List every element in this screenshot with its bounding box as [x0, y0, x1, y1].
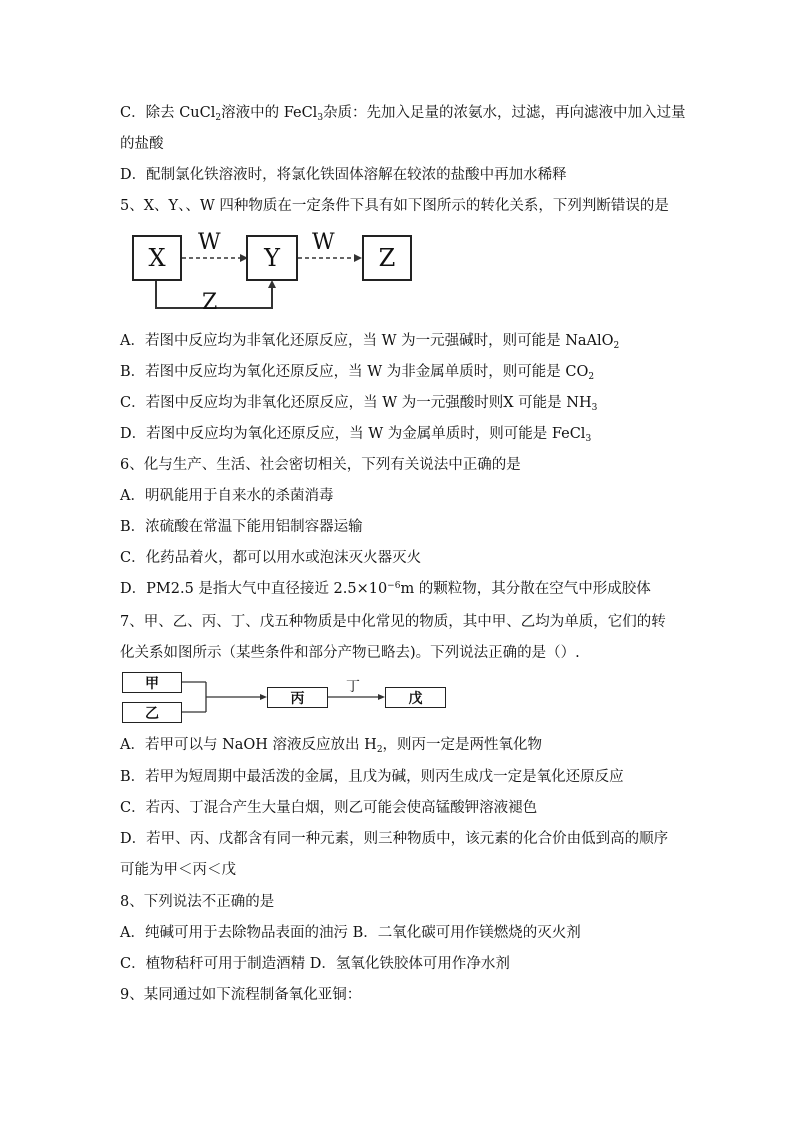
q6-choice-a: A．明矾能用于自来水的杀菌消毒: [120, 488, 334, 504]
diagram-q7: [120, 670, 460, 728]
diagram-q5: [120, 228, 420, 318]
q7-choice-d-line1: D．若甲、丙、戊都含有同一种元素，则三种物质中，该元素的化合价由低到高的顺序: [120, 831, 669, 847]
question-5-stem: 5、X、Y、、W 四种物质在一定条件下具有如下图所示的转化关系，下列判断错误的是: [120, 198, 669, 214]
question-6-stem: 6、化与生产、生活、社会密切相关，下列有关说法中正确的是: [120, 457, 521, 473]
question-8-stem: 8、下列说法不正确的是: [120, 894, 275, 910]
node-z: Z: [362, 235, 412, 281]
label-w-1: W: [198, 230, 221, 255]
q6-choice-b: B．浓硫酸在常温下能用铝制容器运输: [120, 519, 363, 535]
q7-choice-a: A．若甲可以与 NaOH 溶液反应放出 $H_2$，则丙一定是两性氧化物: [120, 737, 543, 755]
q5-choice-d: D．若图中反应均为氧化还原反应，当 W 为金属单质时，则可能是 FeCl$_3$: [120, 426, 592, 444]
node-wu: 戊: [385, 687, 446, 708]
node-x: X: [132, 235, 182, 281]
label-z-bottom: Z: [202, 290, 218, 315]
question-7-stem-1: 7、甲、乙、丙、丁、戊五种物质是中化常见的物质，其中甲、乙均为单质，它们的转: [120, 614, 666, 630]
q5-choice-b: B．若图中反应均为氧化还原反应，当 W 为非金属单质时，则可能是 $CO_2$: [120, 364, 595, 382]
q6-choice-c: C．化药品着火，都可以用水或泡沫灭火器灭火: [120, 550, 422, 566]
question-9-stem: 9、某同通过如下流程制备氧化亚铜：: [120, 987, 362, 1003]
q5-choice-a: A．若图中反应均为非氧化还原反应，当 W 为一元强碱时，则可能是 NaAlO$_2$: [120, 333, 620, 351]
label-w-2: W: [312, 230, 335, 255]
q5-choice-c: C．若图中反应均为非氧化还原反应，当 W 为一元强酸时则X 可能是 $NH_3$: [120, 395, 598, 413]
node-jia: 甲: [122, 672, 182, 693]
choice-c-line1: C．除去 CuCl$_2$溶液中的 FeCl$_3$杂质：先加入足量的浓氨水，过滤，再向滤液中加入过量: [120, 105, 686, 123]
choice-c-line2: 的盐酸: [120, 136, 164, 152]
label-ding: 丁: [346, 679, 360, 695]
q7-choice-c: C．若丙、丁混合产生大量白烟，则乙可能会使高锰酸钾溶液褪色: [120, 800, 538, 816]
node-bing: 丙: [267, 687, 328, 708]
q8-choices-ab: A．纯碱可用于去除物品表面的油污 B．二氧化碳可用作镁燃烧的灭火剂: [120, 925, 581, 941]
q7-choice-d-line2: 可能为甲＜丙＜戊: [120, 862, 236, 878]
q8-choices-cd: C．植物秸秆可用于制造酒精 D．氢氧化铁胶体可用作净水剂: [120, 956, 510, 972]
q7-choice-b: B．若甲为短周期中最活泼的金属，且戊为碱，则丙生成戊一定是氧化还原反应: [120, 769, 624, 785]
choice-d: D．配制氯化铁溶液时，将氯化铁固体溶解在较浓的盐酸中再加水稀释: [120, 167, 567, 183]
node-yi: 乙: [122, 702, 182, 723]
question-7-stem-2: 化关系如图所示（某些条件和部分产物已略去)。下列说法正确的是（）.: [120, 645, 580, 661]
q6-choice-d: D．PM2.5 是指大气中直径接近 $2.5\times 10^{-6}m$ 的颗粒物，其分散在空气中形成胶体: [120, 581, 651, 597]
node-y: Y: [246, 235, 298, 281]
